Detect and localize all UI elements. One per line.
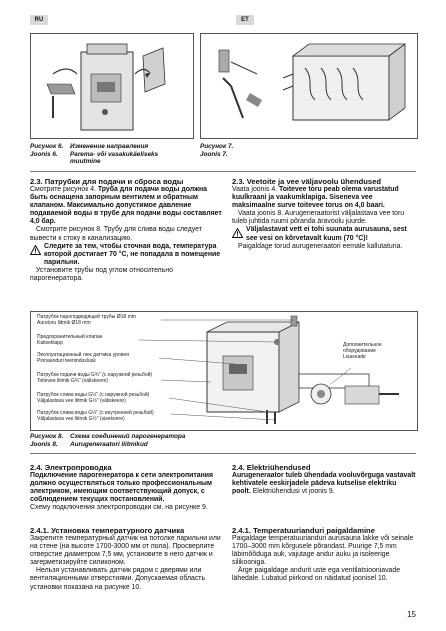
warning-text: Следите за тем, чтобы сточная вода, температура которой достигает 70 °С, не попадала в помещение парильни.	[44, 242, 221, 266]
section-2-4-1-et	[232, 526, 416, 584]
label-drain-inner-thread: Патрубок слива воды G½" (с внутренней резьбой) Väljalastava vee liitmik G½" (sisekeere)	[37, 410, 154, 422]
section-heading: 2.4.1. Установка температурного датчика	[30, 526, 185, 535]
paragraph-text: Нельзя устанавливать датчик рядом с дверями или вентиляционными отверстиями. Допускаемая область установки показана на рисунке 10.	[30, 567, 206, 591]
page-number: 15	[407, 610, 416, 619]
generator-open-illustration	[201, 34, 417, 138]
caption-key: Рисунок 8.	[30, 433, 64, 440]
caption-key: Рисунок 7.	[200, 143, 234, 150]
figure-6-drawing	[30, 33, 194, 139]
section-2-3-et	[232, 177, 416, 251]
figure-7-drawing	[200, 33, 418, 139]
label-drain-outer-thread: Патрубок слива воды G½" (с наружной резьбой) Väljalastava vee liitmik G½" (väliskeere)	[37, 392, 150, 404]
section-divider	[30, 171, 416, 172]
caption-key: Joonis 6.	[30, 150, 58, 158]
paragraph-text: Paigaldage temperatuurianduri aurusauna lakke või seinale 1700–3000 mm kõrgusele põrandast. Puurige 7,5 mm läbimõõduga auk, vajutage andur auku ja isoleerige silikooniga.	[232, 535, 414, 567]
section-heading: 2.3. Патрубки для подачи и сброса воды	[30, 177, 184, 186]
paragraph-text: Paigaldage torud aurugeneraatori eemale kallutatuna.	[238, 242, 403, 250]
caption-text: Aurugeneraatori liitmikud	[70, 440, 148, 448]
label-extra-equipment: Дополнительное оборудование Lisaseade	[343, 342, 382, 360]
section-divider	[30, 453, 416, 454]
caption-text: Изменение направления	[70, 143, 149, 150]
warning-icon	[30, 245, 41, 255]
section-heading: 2.4. Электропроводка	[30, 463, 112, 472]
lang-tag-ru: RU	[30, 15, 48, 25]
warning-icon	[232, 228, 243, 238]
section-2-3-ru	[30, 177, 224, 283]
caption-key: Рисунок 6.	[30, 143, 64, 150]
warning-text: Väljalastavat vett ei tohi suunata aurusauna, sest see vesi on kõrvetavalt kuum (70 °C)!	[246, 226, 407, 242]
label-service-hatch: Эксплуатационный люк датчика уровня Pinnaanduri teenindusluuk	[37, 352, 129, 364]
section-heading: 2.4.1. Temperatuurianduri paigaldamine	[232, 526, 375, 535]
section-2-4-1-ru	[30, 526, 224, 592]
paragraph-bold: Aurugeneraator tuleb ühendada vooluvõrguga vastavalt kehtivatele eeskirjadele pädeva kutselise elektriku poolt.	[232, 472, 416, 496]
caption-text: Parema- või vasakukäeliseks	[70, 150, 159, 158]
paragraph-text: Смотрите рисунок 8. Трубу для слива воды следует вывести к стоку в канализацию.	[30, 226, 202, 242]
paragraph-text: Смотрите рисунок 4.	[30, 186, 98, 193]
section-2-4-et	[232, 463, 416, 496]
caption-key: Joonis 8.	[30, 440, 58, 448]
caption-text: Схема соединений парогенератора	[70, 433, 186, 440]
section-heading: 2.3. Veetoite ja vee väljavoolu ühendused	[232, 177, 381, 186]
caption-text: muutmine	[70, 158, 101, 166]
paragraph-text: Vaata joonis 4.	[232, 186, 279, 193]
paragraph-text: Схему подключения электропроводки см. на рисунке 9.	[30, 504, 208, 512]
caption-key: Joonis 7.	[200, 150, 228, 158]
paragraph-text: Закрепите температурный датчик на потолке парильни или на стене (на высоте 1700-3000 мм от пола). Просверлите отверстие диаметром 7,5 мм, установите в него датчик и загерметизируйте силиконом.	[30, 535, 221, 567]
paragraph-bold: Труба для подачи воды должна быть оснащена запорным вентилем и обратным клапаном. Максимально допустимое давление подаваемой воды в трубе для подачи воды составляет 4,0 бар.	[30, 186, 222, 226]
figure-8-caption	[30, 433, 185, 448]
paragraph-bold: Toitevee toru peab olema varustatud kuulkraani ja vaakumklapiga. Siseneva vee maksimaalne surve toitevee torus on 4,0 baari.	[232, 186, 399, 210]
paragraph-text: Ärge paigaldage andurit uste ega ventilatsiooniavade lähedale. Lubatud piirkond on näidatud joonisel 10.	[232, 567, 401, 583]
paragraph-text: Vaata joonis 8. Aurugeneraatorist väljalastava vee toru tuleb juhtida ruumi põranda äravoolu juurde.	[232, 210, 405, 226]
label-safety-valve: Предохранительный клапан Kaitseklapp	[37, 334, 103, 346]
lang-tag-et: ET	[236, 15, 254, 25]
figure-8-drawing	[30, 311, 418, 431]
section-heading: 2.4. Elektriühendused	[232, 463, 311, 472]
figure-7-caption	[200, 143, 233, 158]
paragraph-text: Elektriühendusi vt joonis 9.	[252, 488, 335, 496]
section-2-4-ru	[30, 463, 224, 512]
paragraph-bold: Подключение парогенератора к сети электропитания должно осуществляться только профессиональным электриком, имеющим соответствующий допуск, с соблюдением текущих постановлений.	[30, 472, 214, 504]
paragraph-text: Установите трубы под углом относительно парогенератора.	[30, 266, 173, 283]
generator-side-illustration	[31, 34, 193, 138]
label-steam-pipe: Патрубок пароподводящей трубы Ø18 mm Aurutoru liitmik Ø18 mm	[37, 314, 136, 326]
figure-6-caption	[30, 143, 158, 166]
label-water-inlet: Патрубок подачи воды G¾" (с наружной резьбой) Toitevee liitmik G¾" (väliskeere)	[37, 372, 153, 384]
